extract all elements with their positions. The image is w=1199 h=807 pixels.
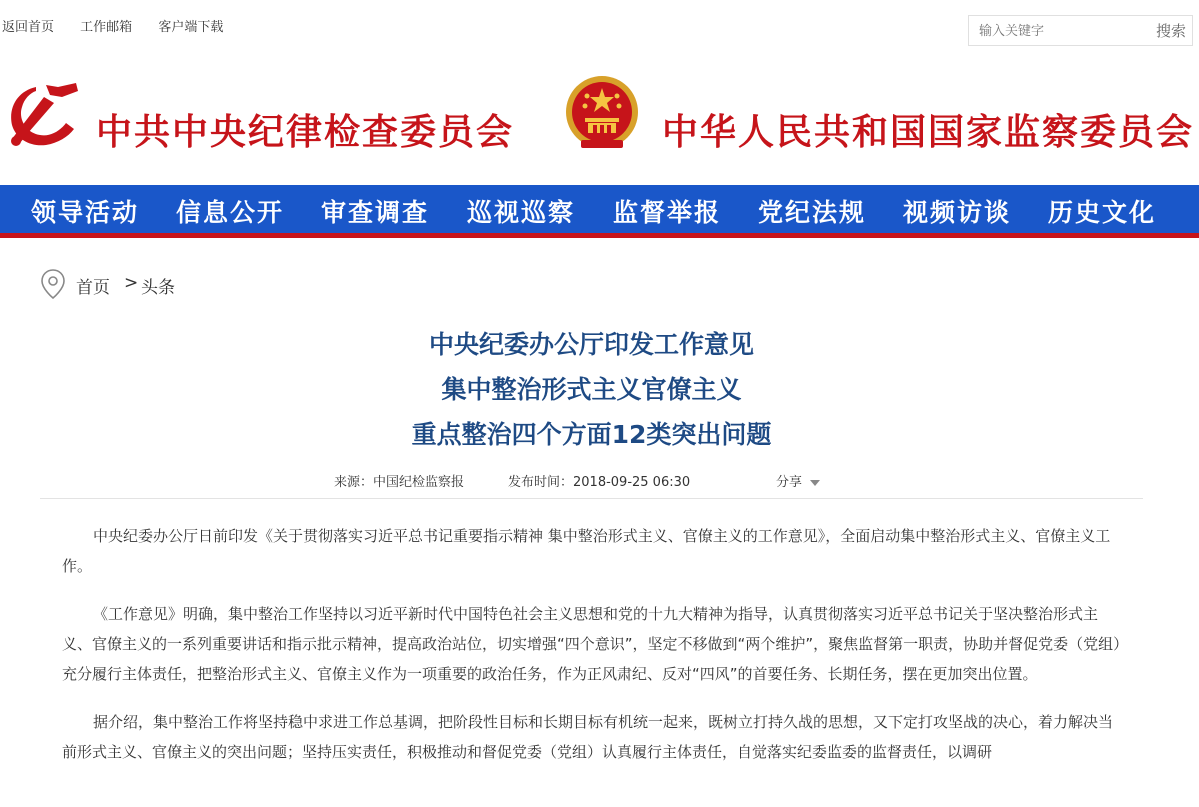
client-download-link[interactable]: 客户端下载 [158,20,224,35]
nav-leader-activity[interactable]: 领导活动 [31,198,140,227]
breadcrumb-current[interactable]: 头条 [141,278,175,298]
site-header [0,48,1199,185]
search-input[interactable] [977,21,1131,41]
nav-supervision-report[interactable]: 监督举报 [613,198,722,227]
article-title [0,322,1183,457]
nav-info-disclosure[interactable]: 信息公开 [176,198,285,227]
article-body [62,521,1124,785]
location-pin-icon [40,268,66,300]
nav-video-interview[interactable]: 视频访谈 [903,198,1012,227]
nav-investigation[interactable]: 审查调查 [321,198,430,227]
title-line-2: 集中整治形式主义官僚主义 [441,375,742,404]
breadcrumb-home[interactable]: 首页 [76,278,110,298]
top-bar [0,0,1199,48]
nav-inspection[interactable]: 巡视巡察 [467,198,576,227]
breadcrumb-separator: > [124,273,139,293]
work-email-link[interactable]: 工作邮箱 [80,20,133,35]
top-links [2,16,245,35]
national-commission-title: 中华人民共和国国家监察委员会 [662,111,1195,153]
nav-history-culture[interactable]: 历史文化 [1048,198,1157,227]
paragraph: 中央纪委办公厅日前印发《关于贯彻落实习近平总书记重要指示精神 集中整治形式主义、官僚主义的工作意见》，全面启动集中整治形式主义、官僚主义工作。 [62,527,1111,575]
paragraph: 据介绍，集中整治工作将坚持稳中求进工作总基调，把阶段性目标和长期目标有机统一起来，既树立打持久战的思想，又下定打攻坚战的决心，着力解决当前形式主义、官僚主义的突出问题；坚持压实责任，积极推动和督促党委（党组）认真履行主体责任，自觉落实纪委监委的监督责任，以调研 [62,713,1114,761]
share-button[interactable] [776,471,820,490]
party-emblem-icon [6,81,80,151]
cpc-commission-title: 中共中央纪律检查委员会 [96,111,515,153]
paragraph: 《工作意见》明确，集中整治工作坚持以习近平新时代中国特色社会主义思想和党的十九大精神为指导，认真贯彻落实习近平总书记关于坚决整治形式主义、官僚主义的一系列重要讲话和指示批示精神，提高政治站位，切实增强“四个意识”，坚定不移做到“两个维护”，聚焦监督第一职责，协助并督促党委（党组）充分履行主体责任，把整治形式主义、官僚主义作为一项重要的政治任务，作为正风肃纪、反对“四风”的首要任务、长期任务，摆在更加突出位置。 [62,605,1121,683]
search-button[interactable]: 搜索 [1155,22,1186,40]
article-source: 来源：中国纪检监察报 [334,475,465,490]
chevron-down-icon [810,480,820,486]
divider [40,498,1143,499]
back-home-link[interactable]: 返回首页 [2,20,55,35]
search-box [968,15,1193,46]
article-meta [0,471,1199,491]
main-nav [0,185,1199,238]
national-emblem-icon [563,72,641,154]
title-line-3: 重点整治四个方面12类突出问题 [411,420,772,449]
publish-time: 发布时间：2018-09-25 06:30 [508,475,691,490]
title-line-1: 中央纪委办公厅印发工作意见 [428,330,754,359]
nav-party-regulations[interactable]: 党纪法规 [758,198,867,227]
share-label: 分享 [776,475,803,490]
